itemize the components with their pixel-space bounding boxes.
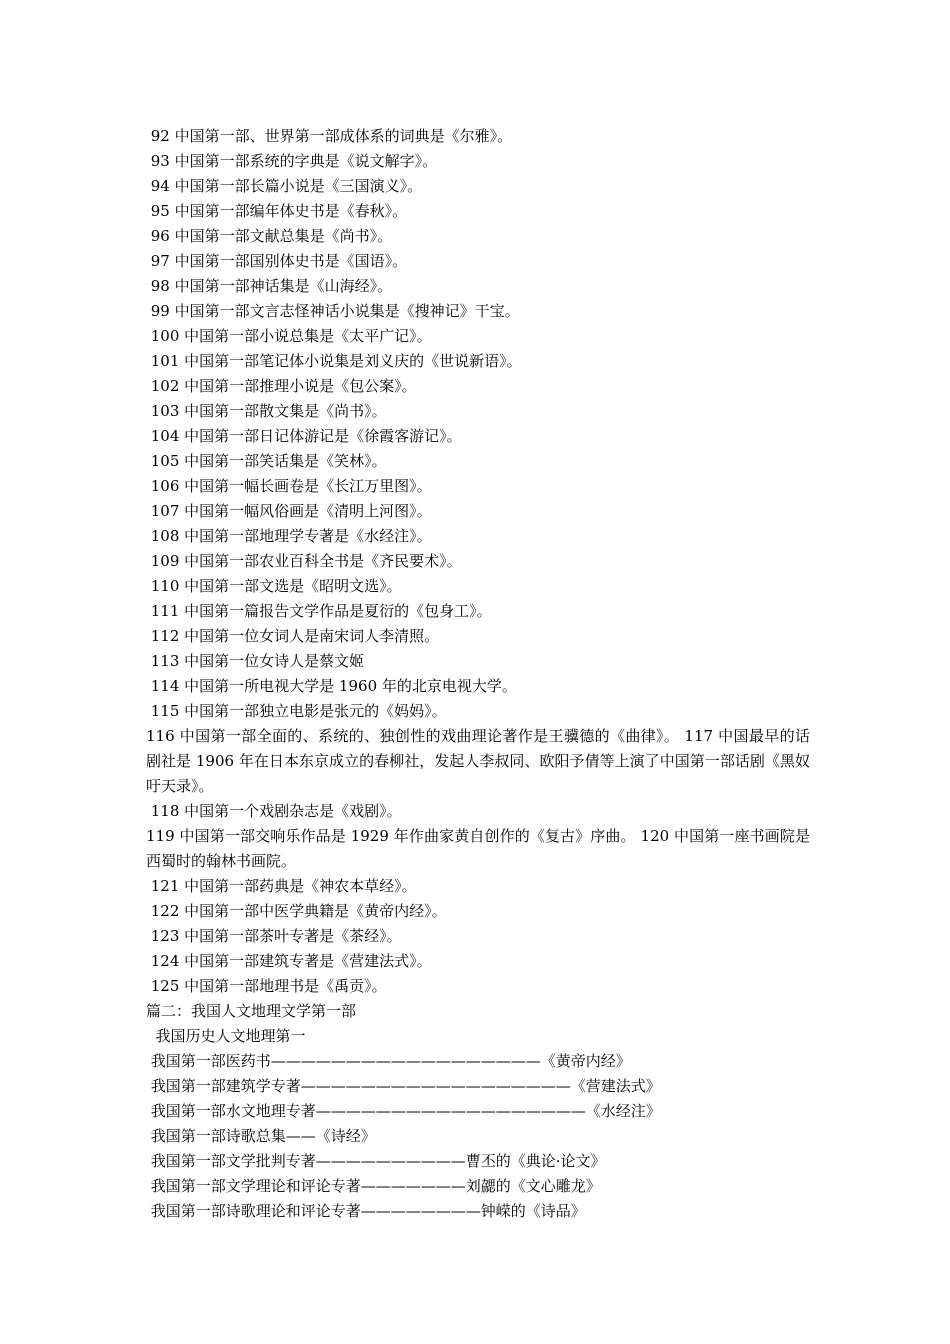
list-item: 99 中国第一部文言志怪神话小说集是《搜神记》干宝。 [146, 302, 520, 320]
list-item: 我国第一部医药书——————————————————《黄帝内经》 [146, 1052, 631, 1070]
list-item: 我国第一部建筑学专著——————————————————《营建法式》 [146, 1077, 661, 1095]
list-item: 95 中国第一部编年体史书是《春秋》。 [146, 202, 408, 220]
list-item: 我国第一部诗歌理论和评论专著————————钟嵘的《诗品》 [146, 1202, 586, 1220]
section-heading: 篇二：我国人文地理文学第一部 [146, 1002, 357, 1020]
paragraph-119-120: 119 中国第一部交响乐作品是 1929 年作曲家黄自创作的《复古》序曲。 120 中国第一座书画院是西蜀时的翰林书画院。 [146, 827, 810, 870]
list-item: 107 中国第一幅风俗画是《清明上河图》。 [146, 502, 432, 520]
list-item: 123 中国第一部茶叶专著是《茶经》。 [146, 927, 402, 945]
list-item: 110 中国第一部文选是《昭明文选》。 [146, 577, 402, 595]
list-item: 125 中国第一部地理书是《禹贡》。 [146, 977, 387, 995]
list-item: 101 中国第一部笔记体小说集是刘义庆的《世说新语》。 [146, 352, 522, 370]
list-item: 我国第一部文学批判专著——————————曹丕的《典论·论文》 [146, 1152, 606, 1170]
list-item: 96 中国第一部文献总集是《尚书》。 [146, 227, 393, 245]
document-body [146, 124, 810, 1224]
list-item: 我国第一部水文地理专著——————————————————《水经注》 [146, 1102, 661, 1120]
list-item: 92 中国第一部、世界第一部成体系的词典是《尔雅》。 [146, 127, 513, 145]
paragraph-116-117: 116 中国第一部全面的、系统的、独创性的戏曲理论著作是王骥德的《曲律》。 117 中国最早的话剧社是 1906 年在日本东京成立的春柳社，发起人李叔同、欧阳予倩等上演了中国第一部话剧《黑奴吁天录》。 [146, 727, 810, 795]
list-item: 113 中国第一位女诗人是蔡文姬 [146, 652, 365, 670]
list-item: 93 中国第一部系统的字典是《说文解字》。 [146, 152, 438, 170]
list-item: 109 中国第一部农业百科全书是《齐民要术》。 [146, 552, 462, 570]
list-item: 105 中国第一部笑话集是《笑林》。 [146, 452, 387, 470]
list-item: 103 中国第一部散文集是《尚书》。 [146, 402, 387, 420]
list-item: 我国第一部文学理论和评论专著———————刘勰的《文心雕龙》 [146, 1177, 601, 1195]
list-item: 111 中国第一篇报告文学作品是夏衍的《包身工》。 [146, 602, 492, 620]
list-item: 100 中国第一部小说总集是《太平广记》。 [146, 327, 432, 345]
list-item: 102 中国第一部推理小说是《包公案》。 [146, 377, 417, 395]
list-item: 124 中国第一部建筑专著是《营建法式》。 [146, 952, 432, 970]
list-item: 122 中国第一部中医学典籍是《黄帝内经》。 [146, 902, 447, 920]
list-item: 114 中国第一所电视大学是 1960 年的北京电视大学。 [146, 677, 517, 695]
list-item: 121 中国第一部药典是《神农本草经》。 [146, 877, 417, 895]
sub-heading: 我国历史人文地理第一 [146, 1027, 306, 1045]
list-item: 94 中国第一部长篇小说是《三国演义》。 [146, 177, 423, 195]
list-item: 108 中国第一部地理学专著是《水经注》。 [146, 527, 432, 545]
list-item: 97 中国第一部国别体史书是《国语》。 [146, 252, 408, 270]
list-item: 我国第一部诗歌总集——《诗经》 [146, 1127, 376, 1145]
list-item: 104 中国第一部日记体游记是《徐霞客游记》。 [146, 427, 462, 445]
list-item: 115 中国第一部独立电影是张元的《妈妈》。 [146, 702, 447, 720]
list-item: 98 中国第一部神话集是《山海经》。 [146, 277, 393, 295]
list-item: 106 中国第一幅长画卷是《长江万里图》。 [146, 477, 432, 495]
list-item: 112 中国第一位女词人是南宋词人李清照。 [146, 627, 440, 645]
list-item: 118 中国第一个戏剧杂志是《戏剧》。 [146, 802, 402, 820]
